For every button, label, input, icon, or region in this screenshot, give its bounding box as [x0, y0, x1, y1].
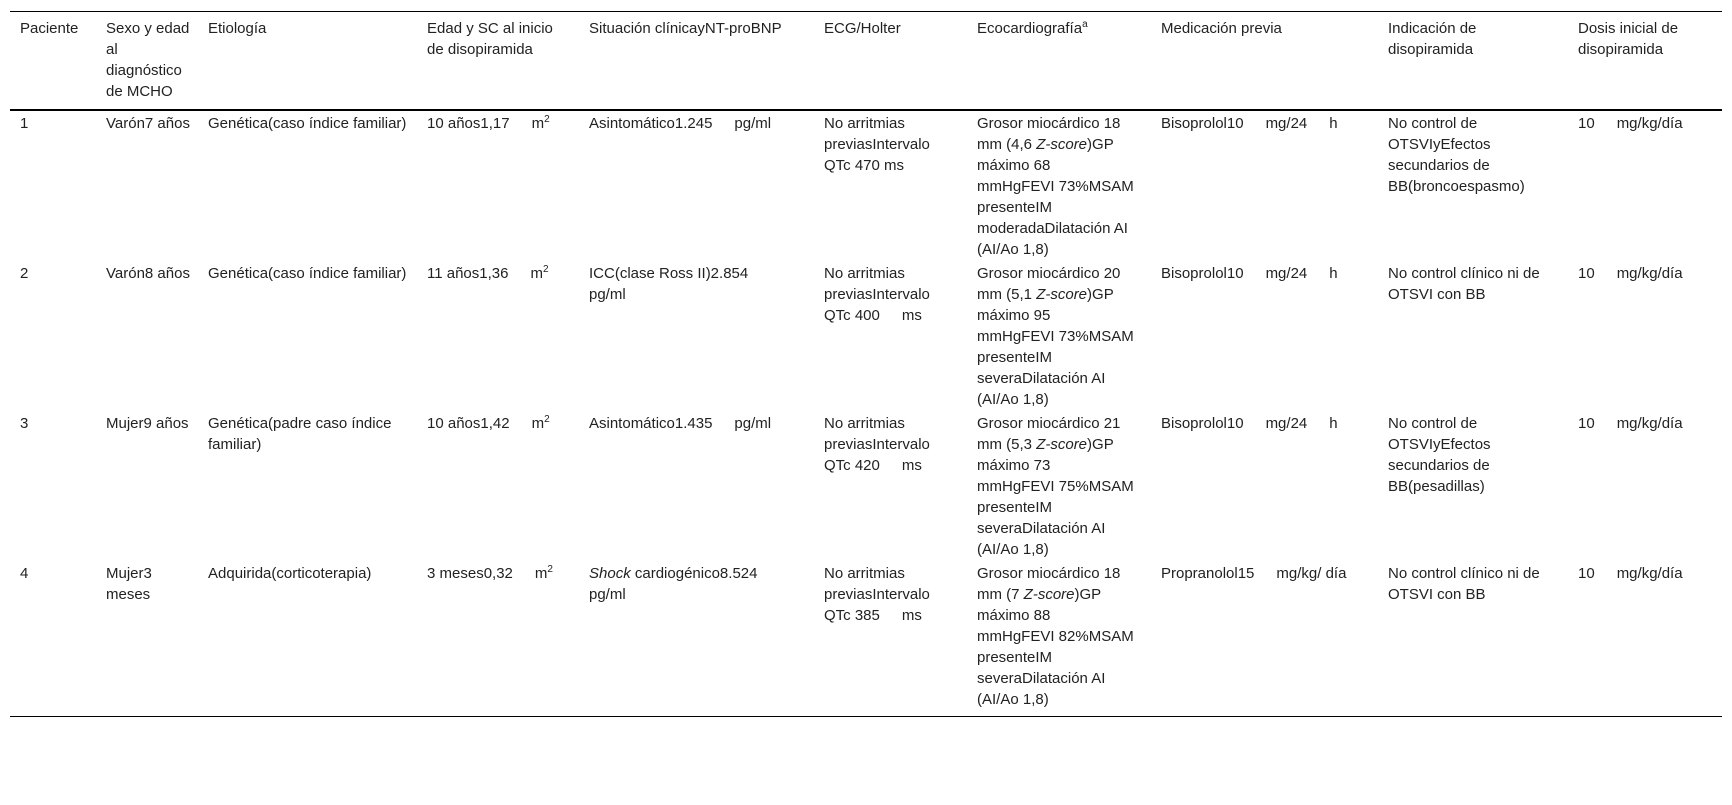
edad-unit: m: [531, 115, 545, 132]
eco-gp: )GP máximo 95: [977, 286, 1114, 324]
med-drug: Bisoprolol10: [1161, 115, 1244, 132]
dosis-unit: mg/kg/día: [1616, 115, 1683, 132]
cell-sexo: Mujer3 meses: [106, 565, 152, 603]
eco-mm: mm (5,1: [977, 286, 1033, 303]
cell-situacion: [579, 261, 814, 411]
header-situacion: Situación clínicayNT-proBNP: [589, 20, 782, 37]
table-header: [10, 12, 1722, 111]
cell-eco: [967, 561, 1151, 717]
eco-grosor: Grosor miocárdico 20: [977, 265, 1121, 282]
edad-unit: m: [534, 565, 548, 582]
cell-situacion: [579, 110, 814, 261]
cell-paciente: 3: [20, 415, 29, 432]
ecg-unit: ms: [901, 457, 922, 474]
edad-unit-sup: 2: [542, 264, 549, 275]
cell-situacion: [579, 561, 814, 717]
cell-paciente: 1: [20, 115, 29, 132]
cell-indicacion: No control clínico ni de OTSVI con BB: [1388, 565, 1540, 603]
edad-unit-sup: 2: [547, 564, 553, 575]
situacion-value: Asintomático1.435: [589, 415, 713, 432]
edad-unit-sup: 2: [544, 114, 550, 125]
cell-ecg: [814, 110, 967, 261]
cell-indicacion: No control de OTSVIyEfectos secundarios de BB(broncoespasmo): [1388, 115, 1525, 195]
table-row: [10, 110, 1722, 261]
eco-zscore: Z-score: [1023, 586, 1075, 603]
ecg-unit: ms: [901, 607, 922, 624]
situacion-unit: pg/ml: [589, 286, 626, 303]
cell-indicacion: No control clínico ni de OTSVI con BB: [1388, 265, 1540, 303]
cell-dosis: [1568, 411, 1722, 561]
cell-edad-sc: [417, 261, 579, 411]
header-paciente: Paciente: [20, 20, 79, 37]
table-body: [10, 110, 1722, 717]
dosis-value: 10: [1578, 565, 1595, 582]
edad-value: 3 meses0,32: [427, 565, 513, 582]
cell-indicacion: No control de OTSVIyEfectos secundarios de BB(pesadillas): [1388, 415, 1491, 495]
cell-eco: [967, 110, 1151, 261]
med-drug: Bisoprolol10: [1161, 265, 1244, 282]
dosis-unit: mg/kg/día: [1616, 415, 1683, 432]
cell-etiologia: Adquirida(corticoterapia): [208, 565, 372, 582]
edad-unit: m: [531, 415, 545, 432]
eco-rest: mmHgFEVI 73%MSAM presenteIM severaDilatación AI (AI/Ao 1,8): [977, 328, 1134, 408]
med-drug: Bisoprolol10: [1161, 415, 1244, 432]
situacion-unit: pg/ml: [734, 115, 772, 132]
cell-sexo: Varón8 años: [106, 265, 190, 282]
edad-value: 10 años1,42: [427, 415, 510, 432]
eco-zscore: Z-score: [1036, 436, 1088, 453]
header-eco-footnote: a: [1082, 19, 1088, 30]
table-row: [10, 411, 1722, 561]
ecg-unit: ms: [901, 307, 922, 324]
cell-eco: [967, 261, 1151, 411]
table-row: [10, 561, 1722, 717]
cell-sexo: Varón7 años: [106, 115, 190, 132]
edad-value: 11 años1,36: [427, 265, 509, 282]
header-etiologia: Etiología: [208, 20, 267, 37]
header-eco: [967, 12, 1151, 111]
med-unit: mg/24: [1265, 415, 1308, 432]
cell-paciente: 2: [20, 265, 29, 282]
cell-dosis: [1568, 561, 1722, 717]
dosis-value: 10: [1578, 115, 1595, 132]
situacion-value: Asintomático1.245: [589, 115, 713, 132]
eco-rest: mmHgFEVI 82%MSAM presenteIM severaDilatación AI (AI/Ao 1,8): [977, 628, 1134, 708]
cell-medicacion: [1151, 261, 1378, 411]
situacion-italic: Shock: [589, 565, 631, 582]
header-edad-sc: Edad y SC al inicio de disopiramida: [427, 20, 553, 58]
ecg-value: No arritmias previasIntervalo QTc 400: [824, 265, 930, 324]
dosis-value: 10: [1578, 265, 1595, 282]
dosis-unit: mg/kg/día: [1616, 265, 1683, 282]
header-sexo-edad: Sexo y edad al diagnóstico de MCHO: [106, 20, 190, 100]
cell-ecg: [814, 261, 967, 411]
cell-eco: [967, 411, 1151, 561]
eco-rest: mmHgFEVI 75%MSAM presenteIM severaDilatación AI (AI/Ao 1,8): [977, 478, 1134, 558]
cell-edad-sc: [417, 561, 579, 717]
header-medicacion: Medicación previa: [1161, 20, 1282, 37]
header-dosis: Dosis inicial de disopiramida: [1578, 20, 1679, 58]
eco-gp: )GP máximo 68: [977, 136, 1114, 174]
cell-etiologia: Genética(caso índice familiar): [208, 115, 407, 132]
med-unit-h: h: [1329, 115, 1338, 132]
cell-medicacion: [1151, 110, 1378, 261]
situacion-value: ICC(clase Ross II)2.854: [589, 265, 749, 282]
eco-rest: mmHgFEVI 73%MSAM presenteIM moderadaDilatación AI (AI/Ao 1,8): [977, 178, 1134, 258]
med-unit-h: h: [1329, 265, 1338, 282]
eco-gp: )GP máximo 88: [977, 586, 1101, 624]
cell-medicacion: [1151, 411, 1378, 561]
med-unit-h: h: [1329, 415, 1338, 432]
eco-mm: mm (5,3: [977, 436, 1033, 453]
cell-sexo: Mujer9 años: [106, 415, 189, 432]
header-eco-label: Ecocardiografía: [977, 20, 1083, 37]
table-row: [10, 261, 1722, 411]
med-unit: mg/kg/ día: [1276, 565, 1347, 582]
ecg-value: No arritmias previasIntervalo QTc 420: [824, 415, 930, 474]
dosis-value: 10: [1578, 415, 1595, 432]
dosis-unit: mg/kg/día: [1616, 565, 1683, 582]
header-indicacion: Indicación de disopiramida: [1388, 20, 1477, 58]
cell-medicacion: [1151, 561, 1378, 717]
med-unit: mg/24: [1265, 265, 1308, 282]
eco-gp: )GP máximo 73: [977, 436, 1114, 474]
situacion-unit: pg/ml: [589, 586, 626, 603]
header-row: [10, 12, 1722, 111]
cell-ecg: [814, 411, 967, 561]
table-container: [10, 11, 1722, 717]
eco-grosor: Grosor miocárdico 18: [977, 565, 1121, 582]
situacion-value: cardiogénico8.524: [634, 565, 758, 582]
patients-table: [10, 11, 1722, 717]
eco-grosor: Grosor miocárdico 18: [977, 115, 1121, 132]
cell-situacion: [579, 411, 814, 561]
ecg-value: No arritmias previasIntervalo QTc 470 ms: [824, 115, 930, 174]
eco-zscore: Z-score: [1036, 286, 1088, 303]
cell-etiologia: Genética(padre caso índice familiar): [208, 415, 392, 453]
cell-edad-sc: [417, 110, 579, 261]
edad-unit-sup: 2: [544, 414, 550, 425]
eco-mm: mm (4,6: [977, 136, 1033, 153]
cell-paciente: 4: [20, 565, 29, 582]
ecg-value: No arritmias previasIntervalo QTc 385: [824, 565, 930, 624]
edad-unit: m: [530, 265, 543, 282]
eco-mm: mm (7: [977, 586, 1020, 603]
eco-zscore: Z-score: [1036, 136, 1088, 153]
med-drug: Propranolol15: [1161, 565, 1255, 582]
eco-grosor: Grosor miocárdico 21: [977, 415, 1121, 432]
cell-ecg: [814, 561, 967, 717]
cell-edad-sc: [417, 411, 579, 561]
cell-dosis: [1568, 261, 1722, 411]
header-ecg: ECG/Holter: [824, 20, 901, 37]
edad-value: 10 años1,17: [427, 115, 510, 132]
cell-etiologia: Genética(caso índice familiar): [208, 265, 407, 282]
cell-dosis: [1568, 110, 1722, 261]
situacion-unit: pg/ml: [734, 415, 772, 432]
med-unit: mg/24: [1265, 115, 1308, 132]
